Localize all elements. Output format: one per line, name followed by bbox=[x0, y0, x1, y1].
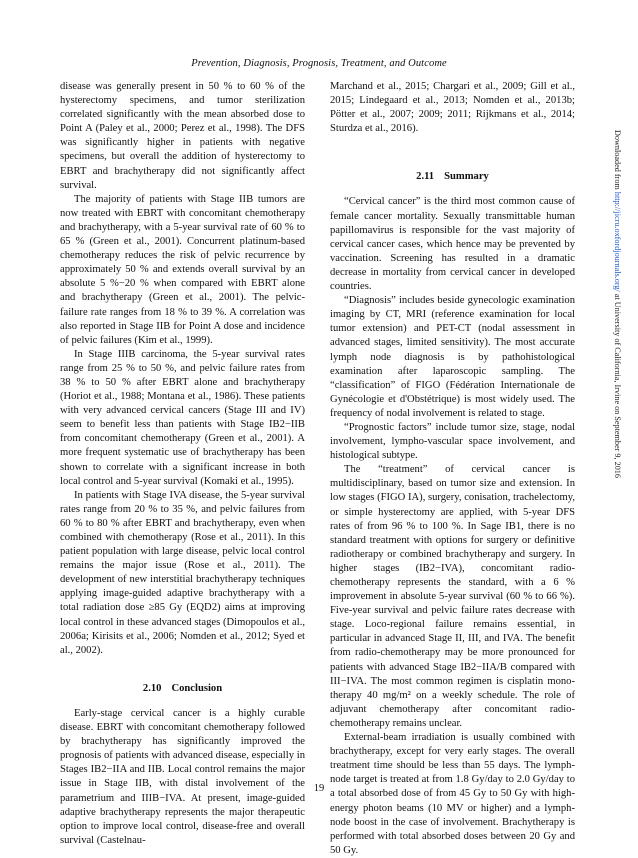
page-number: 19 bbox=[313, 783, 325, 794]
right-paragraph-3: “Diagnosis” includes beside gynecologic examination imaging by CT, MRI (reference examination for local tumor extension) and PET-CT (nodal assessment in advanced stages, limited sensitivity). The most accurate lymph node diagnosis is by pathohistological examination after laparoscopic sampling. The “classification” of FIGO (Fédération Internationale de Gynécologie et d'Obstétrique) is most widely used. The frequency of nodal involvement is related to stage. bbox=[330, 295, 575, 419]
right-paragraph-4: “Prognostic factors” include tumor size, stage, nodal involvement, lympho-vascular space involvement, and histological subtype. bbox=[330, 421, 575, 462]
section-heading-summary bbox=[330, 170, 575, 184]
left-paragraph-1: disease was generally present in 50 % to 60 % of the hysterectomy specimens, and tumor sterilization correlated significantly with the mean absorbed dose to Point A (Paley et al., 2000; Perez et al., 1998). The DFS was significantly higher in patients with negative specimens, but overall the addition of hysterectomy to EBRT and brachytherapy did not significantly affect survival. bbox=[60, 81, 305, 191]
side-note-suffix: at University of California, Irvine on September 9, 2016 bbox=[613, 293, 622, 478]
right-paragraph-6: External-beam irradiation is usually combined with brachytherapy, except for very early stages. The overall treatment time should be less than 55 days. The lymph-node target is treated at from 1.8 Gy/day to 2.0 Gy/day to a total absorbed dose of from 45 Gy to 50 Gy with high-energy photon beams (10 MV or higher) and a lymph-node boost in the case of involvement. Brachytherapy is performed with total absorbed doses between 20 Gy and 50 Gy. bbox=[330, 732, 575, 856]
left-paragraph-4: In patients with Stage IVA disease, the 5-year survival rates range from 20 % to 35 %, and pelvic failures from 60 % to 80 % after EBRT and brachytherapy, even when combined with chemotherapy (Rose et al., 2011). In this patient population with large disease, pelvic local control remains the major issue (Rose et al., 2011). The development of new interstitial brachytherapy techniques applying image-guided adaptive brachytherapy with a total radiation dose ≥85 Gy (EQD2) aims at improving local control in these advanced stages (Dimopoulos et al., 2006a; Kirisits et al., 2006; Nomden et al., 2012; Syed et al., 2002). bbox=[60, 489, 305, 656]
left-column bbox=[60, 80, 305, 848]
left-paragraph-5: Early-stage cervical cancer is a highly curable disease. EBRT with concomitant chemotherapy followed by brachytherapy has significantly improved the prognosis of patients with advanced disease, especially in Stages IB2−IIA and IIB. Local control remains the major issue in Stage IIB, with distal involvement of the parametrium and IIIB−IVA. At present, image-guided adaptive brachytherapy represents the major therapeutic option to improve local control, disease-free and overall survival (Castelnau- bbox=[60, 707, 305, 846]
download-side-note bbox=[608, 130, 622, 650]
running-header: Prevention, Diagnosis, Prognosis, Treatment, and Outcome bbox=[191, 58, 447, 69]
section-heading-conclusion bbox=[60, 682, 305, 696]
left-paragraph-2: The majority of patients with Stage IIB tumors are now treated with EBRT with concomitant chemotherapy and brachytherapy, with a 5-year survival rate of 60 % to 65 % (Green et al., 2001). Concurrent platinum-based chemotherapy reduces the risk of pelvic recurrence by approximately 50 % and extends overall survival by an absolute 5 %−20 % when compared with EBRT alone and brachytherapy (Green et al., 2001). The pelvic-failure rate ranges from 18 % to 39 %. A correlation was also reported in Stage IIB for Point A dose and incidence of pelvic failures (Kim et al., 1999). bbox=[60, 193, 305, 346]
section-title: Conclusion bbox=[171, 682, 223, 694]
right-paragraph-5: The “treatment” of cervical cancer is multidisciplinary, based on tumor size and extension. In low stages (FIGO IA), surgery, conisation, trachelectomy, or simple hysterectomy are applied, with 5-year DFS rates of from 96 % to 100 %. In Sage IB1, there is no standard treatment with options for surgery or definitive radiotherapy or combined brachytherapy and surgery. In higher stages (IB2−IVA), concomitant radio-chemotherapy represents the standard, with a 6 % improvement in absolute 5-year survival (60 % to 66 %). Five-year survival and pelvic failure rates decrease with stage. Loco-regional failure remains essential, in particular in advanced Stage II, III, and IVA. The benefit from radio-chemotherapy may be more pronounced for patients with advanced Stage IB2−IIA/B compared with III−IVA. The most common regimen is cisplatin mono-therapy 40 mg/m² on a weekly schedule. The role of adjuvant chemotherapy after concomitant radio-chemotherapy remains unclear. bbox=[330, 464, 575, 729]
section-number: 2.11 bbox=[416, 171, 435, 183]
right-column bbox=[330, 80, 575, 858]
side-note-prefix: Downloaded from bbox=[613, 130, 622, 190]
right-paragraph-2: “Cervical cancer” is the third most common cause of female cancer mortality. Sexually transmittable human papillomavirus is responsible for the vast majority of cervical cancer cases, which hence may be prevented by vaccination. Screening has resulted in a dramatic decrease in mortality from cervical cancer in developed countries. bbox=[330, 196, 575, 293]
right-paragraph-1: Marchand et al., 2015; Chargari et al., 2009; Gill et al., 2015; Lindegaard et al., 2013; Nomden et al., 2013b; Pötter et al., 2007; 2009; 2011; Rijkmans et al., 2014; Sturdza et al., 2016). bbox=[330, 81, 575, 135]
side-note-link[interactable]: http://jicru.oxfordjournals.org/ bbox=[613, 191, 622, 292]
section-number: 2.10 bbox=[142, 682, 162, 694]
section-title: Summary bbox=[444, 171, 489, 183]
left-paragraph-3: In Stage IIIB carcinoma, the 5-year survival rates range from 25 % to 50 %, and pelvic failure rates from 38 % to 50 % after EBRT alone and brachytherapy (Horiot et al., 1988; Montana et al., 1986). These patients with very advanced cervical cancers (Stage III and IV) seem to benefit less than patients with Stage IB2−IIB from concomitant chemotherapy (Green et al., 2001). A more frequent systematic use of brachytherapy has been shown to correlate with a significant increase in both local control and 5-year survival (Komaki et al., 1995). bbox=[60, 348, 305, 487]
